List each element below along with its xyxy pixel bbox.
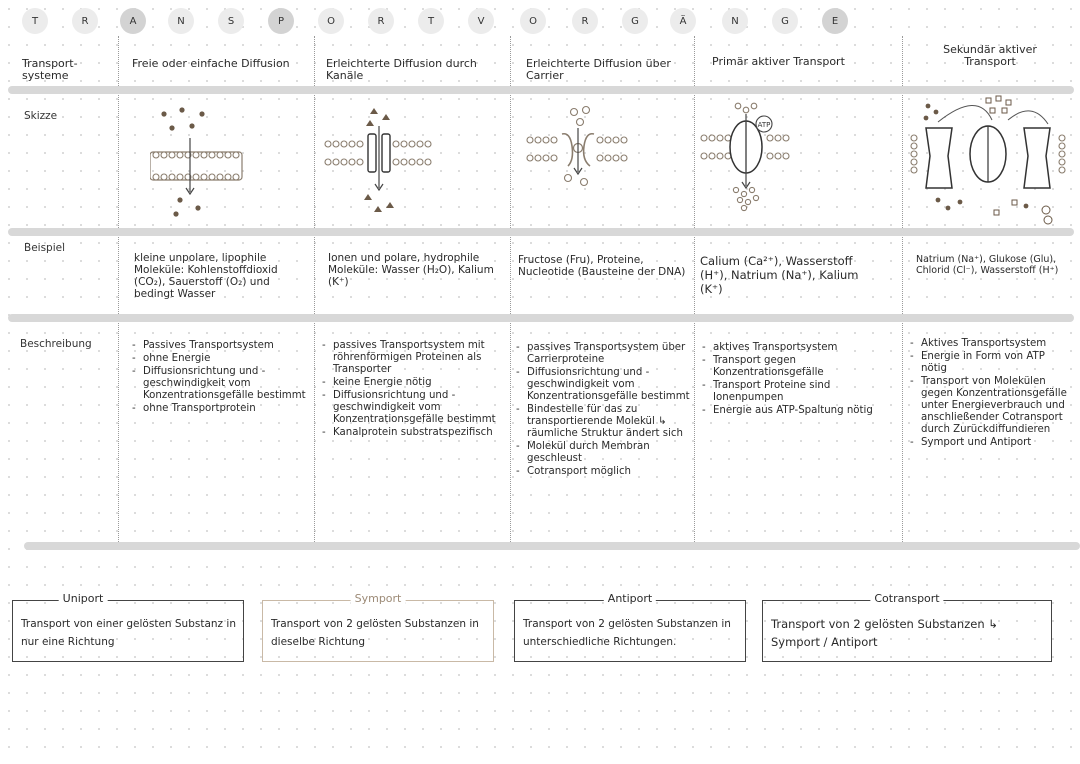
column-divider: [314, 36, 315, 546]
beschreibung-item: - Transport von Molekülen gegen Konzentrationsgefälle unter Energieverbrauch und anschließender Cotransport durch Zurückdiffundieren: [910, 376, 1074, 436]
title-letter: O: [318, 8, 344, 34]
beschreibung-carrier-diffusion: [516, 342, 690, 479]
beispiel-carrier-diffusion: Fructose (Fru), Proteine, Nucleotide (Bausteine der DNA): [518, 254, 686, 278]
title-letter: T: [418, 8, 444, 34]
title-letter: S: [218, 8, 244, 34]
title-letter: N: [722, 8, 748, 34]
beispiel-channel-diffusion: Ionen und polare, hydrophile Moleküle: Wasser (H₂O), Kalium (K⁺): [328, 252, 494, 288]
sketch-carrier-diffusion: [524, 104, 644, 194]
beschreibung-item: - ohne Transportprotein: [132, 403, 308, 415]
beschreibung-item: - Kanalprotein substratspezifisch: [322, 427, 504, 439]
beschreibung-item: - Diffusionsrichtung und -geschwindigkeit vom Konzentrationsgefälle bestimmt: [322, 390, 504, 426]
beschreibung-item: - Energie aus ATP-Spaltung nötig: [702, 405, 896, 417]
title-letter: V: [468, 8, 494, 34]
sketch-channel-diffusion: [322, 104, 442, 222]
column-header: Sekundär aktiver Transport: [943, 43, 1037, 68]
box-symport: [262, 592, 494, 662]
title-letter: E: [822, 8, 848, 34]
beispiel-simple-diffusion: kleine unpolare, lipophile Moleküle: Kohlenstoffdioxid (CO₂), Sauerstoff (O₂) und bedingt Wasser: [134, 252, 278, 300]
box-cotransport: [762, 592, 1052, 662]
beschreibung-item: - Symport und Antiport: [910, 437, 1074, 449]
beispiel-secondary-active: Natrium (Na⁺), Glukose (Glu), Chlorid (Cl⁻), Wasserstoff (H⁺): [916, 254, 1059, 276]
box-text: Transport von 2 gelösten Substanzen in unterschiedliche Richtungen.: [523, 618, 731, 648]
column-header: Freie oder einfache Diffusion: [132, 57, 290, 70]
title-letter: O: [520, 8, 546, 34]
column-divider: [118, 36, 119, 546]
beispiel-primary-active: Calium (Ca²⁺), Wasserstoff (H⁺), Natrium (Na⁺), Kalium (K⁺): [700, 254, 859, 296]
title-letter: Ä: [670, 8, 696, 34]
box-antiport: [514, 592, 746, 662]
box-text: Transport von 2 gelösten Substanzen ↳ Symport / Antiport: [771, 617, 998, 649]
beschreibung-item: - aktives Transportsystem: [702, 342, 896, 354]
box-title: Symport: [351, 592, 406, 605]
box-title: Cotransport: [870, 592, 943, 605]
title-letter: G: [772, 8, 798, 34]
beschreibung-item: - passives Transportsystem mit röhrenförmigen Proteinen als Transporter: [322, 340, 504, 376]
beschreibung-item: - Cotransport möglich: [516, 466, 690, 478]
beschreibung-item: - Transport Proteine sind Ionenpumpen: [702, 380, 896, 404]
column-header: Erleichterte Diffusion durch Kanäle: [326, 57, 477, 82]
beschreibung-simple-diffusion: [132, 340, 308, 416]
sketch-primary-active: [698, 102, 808, 220]
box-uniport: [12, 592, 244, 662]
beschreibung-item: - Energie in Form von ATP nötig: [910, 351, 1074, 375]
title-letter: G: [622, 8, 648, 34]
column-divider: [694, 36, 695, 546]
title-letter: T: [22, 8, 48, 34]
beschreibung-item: - Aktives Transportsystem: [910, 338, 1074, 350]
beschreibung-channel-diffusion: [322, 340, 504, 440]
title-letter: R: [572, 8, 598, 34]
column-divider: [510, 36, 511, 546]
beschreibung-item: - Diffusionsrichtung und -geschwindigkeit vom Konzentrationsgefälle bestimmt: [132, 366, 308, 402]
beschreibung-item: - Passives Transportsystem: [132, 340, 308, 352]
sketch-secondary-active: [908, 92, 1068, 226]
column-divider: [902, 36, 903, 546]
box-title: Antiport: [604, 592, 656, 605]
row-divider: [8, 228, 1074, 236]
beschreibung-item: - Transport gegen Konzentrationsgefälle: [702, 355, 896, 379]
beschreibung-item: - passives Transportsystem über Carrierproteine: [516, 342, 690, 366]
title-letter: N: [168, 8, 194, 34]
sketch-simple-diffusion: [150, 104, 250, 222]
column-header: Primär aktiver Transport: [712, 55, 845, 68]
row-label-beschreibung: Beschreibung: [20, 338, 92, 350]
row-label-beispiel: Beispiel: [24, 242, 66, 254]
beschreibung-item: - Bindestelle für das zu transportierende Molekül ↳ räumliche Struktur ändert sich: [516, 404, 690, 440]
corner-label: Transport-systeme: [22, 57, 78, 82]
column-header: Erleichterte Diffusion über Carrier: [526, 57, 671, 82]
beschreibung-item: - ohne Energie: [132, 353, 308, 365]
row-divider: [8, 314, 1074, 322]
beschreibung-secondary-active: [910, 338, 1074, 450]
title-letter: R: [368, 8, 394, 34]
box-text: Transport von einer gelösten Substanz in nur eine Richtung: [21, 618, 236, 648]
title-letter: P: [268, 8, 294, 34]
atp-label: ATP: [757, 121, 771, 129]
box-text: Transport von 2 gelösten Substanzen in dieselbe Richtung: [271, 618, 479, 648]
box-title: Uniport: [59, 592, 108, 605]
title-row: [22, 8, 872, 38]
beschreibung-item: - keine Energie nötig: [322, 377, 504, 389]
row-label-skizze: Skizze: [24, 110, 58, 122]
title-letter: A: [120, 8, 146, 34]
beschreibung-item: - Diffusionsrichtung und -geschwindigkeit vom Konzentrationsgefälle bestimmt: [516, 367, 690, 403]
title-letter: R: [72, 8, 98, 34]
table-bottom-divider: [24, 542, 1080, 550]
beschreibung-primary-active: [702, 342, 896, 418]
beschreibung-item: - Molekül durch Membran geschleust: [516, 441, 690, 465]
